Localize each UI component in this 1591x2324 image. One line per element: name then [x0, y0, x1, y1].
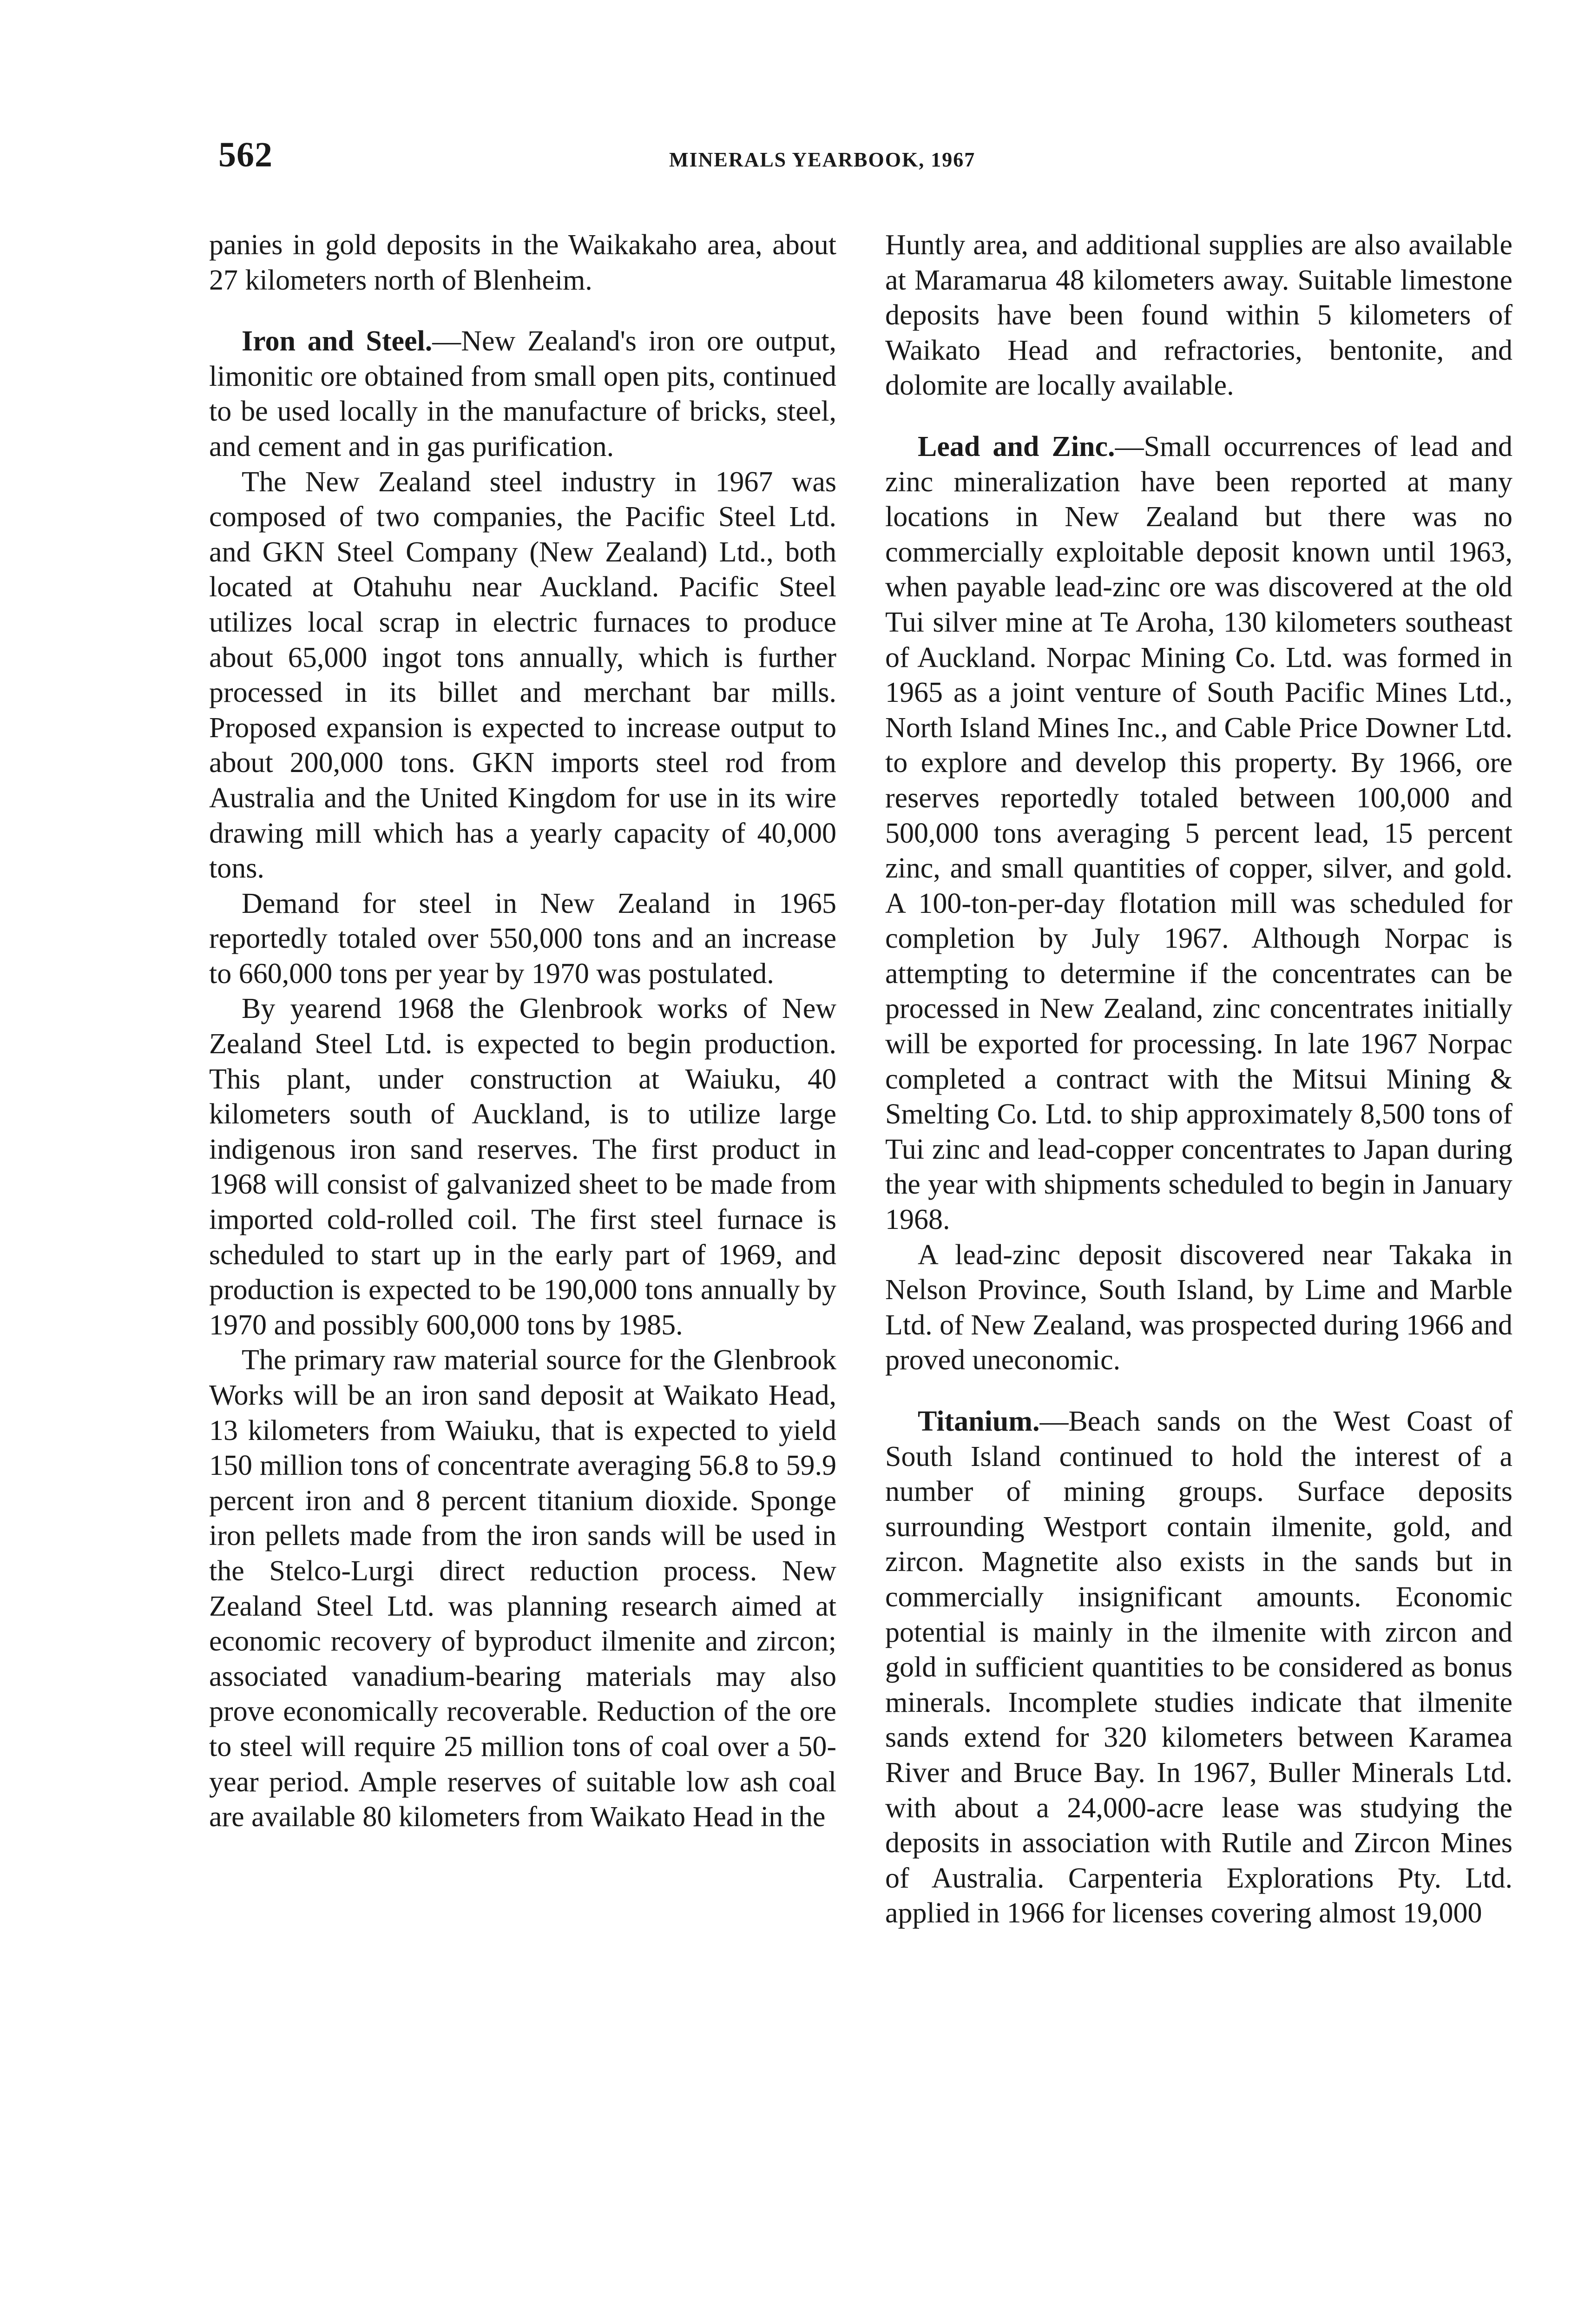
paragraph: Demand for steel in New Zealand in 1965 reportedly totaled over 550,000 tons and an increase to 660,000 tons per year by 1970 was postulated.: [209, 887, 836, 990]
paragraph-continued: Huntly area, and additional supplies are also available at Maramarua 48 kilometers away. Suitable limestone deposits have been found within 5 kilometers of Waikato Head and refractories, bentonite, and dolomite are locally available.: [885, 229, 1512, 402]
paragraph-lead-and-zinc: [885, 429, 1512, 1238]
left-column: [209, 228, 836, 1835]
paragraph-text: —New Zealand's iron ore output, limonitic ore obtained from small open pits, continued to be used locally in the manufacture of bricks, steel, and cement and in gas purification.: [209, 325, 836, 462]
paragraph-text: —Small occurrences of lead and zinc mineralization have been reported at many locations in New Zealand but there was no commercially exploitable deposit known until 1963, when payable lead-zinc ore was discovered at the old Tui silver mine at Te Aroha, 130 kilometers southeast of Auckland. Norpac Mining Co. Ltd. was formed in 1965 as a joint venture of South Pacific Mines Ltd., North Island Mines Inc., and Cable Price Downer Ltd. to explore and develop this property. By 1966, ore reserves reportedly totaled between 100,000 and 500,000 tons averaging 5 percent lead, 15 percent zinc, and small quantities of copper, silver, and gold. A 100-ton-per-day flotation mill was scheduled for completion by July 1967. Although Norpac is attempting to determine if the concentrates can be processed in New Zealand, zinc concentrates initially will be exported for processing. In late 1967 Norpac completed a contract with the Mitsui Mining & Smelting Co. Ltd. to ship approximately 8,500 tons of Tui zinc and lead-copper concentrates to Japan during the year with shipments scheduled to begin in January 1968.: [885, 430, 1512, 1236]
paragraph: The New Zealand steel industry in 1967 was composed of two companies, the Pacific Steel Ltd. and GKN Steel Company (New Zealand) Ltd., both located at Otahuhu near Auckland. Pacific Steel utilizes local scrap in electric furnaces to produce about 65,000 ingot tons annually, which is further processed in its billet and merchant bar mills. Proposed expansion is expected to increase output to about 200,000 tons. GKN imports steel rod from Australia and the United Kingdom for use in its wire drawing mill which has a yearly capacity of 40,000 tons.: [209, 466, 836, 885]
paragraph-titanium: [885, 1404, 1512, 1931]
paragraph: The primary raw material source for the Glenbrook Works will be an iron sand deposit at Waikato Head, 13 kilometers from Waiuku, that is expected to yield 150 million tons of concentrate averaging 56.8 to 59.9 percent iron and 8 percent titanium dioxide. Sponge iron pellets made from the iron sands will be used in the Stelco-Lurgi direct reduction process. New Zealand Steel Ltd. was planning research aimed at economic recovery of byproduct ilmenite and zircon; associated vanadium-bearing materials may also prove economically recoverable. Reduction of the ore to steel will require 25 million tons of coal over a 50-year period. Ample reserves of suitable low ash coal are available 80 kilometers from Waikato Head in the: [209, 1344, 836, 1833]
paragraph-iron-and-steel: [209, 324, 836, 464]
page-number: 562: [218, 135, 273, 174]
right-column: [885, 228, 1512, 1931]
paragraph-continued: panies in gold deposits in the Waikakaho area, about 27 kilometers north of Blenheim.: [209, 229, 836, 296]
paragraph: A lead-zinc deposit discovered near Takaka in Nelson Province, South Island, by Lime and Marble Ltd. of New Zealand, was prospected during 1966 and proved uneconomic.: [885, 1239, 1512, 1376]
paragraph: By yearend 1968 the Glenbrook works of New Zealand Steel Ltd. is expected to begin production. This plant, under construction at Waiuku, 40 kilometers south of Auckland, is to utilize large indigenous iron sand reserves. The first product in 1968 will consist of galvanized sheet to be made from imported cold-rolled coil. The first steel furnace is scheduled to start up in the early part of 1969, and production is expected to be 190,000 tons annually by 1970 and possibly 600,000 tons by 1985.: [209, 993, 836, 1341]
section-heading-titanium: Titanium.: [918, 1406, 1040, 1437]
running-title: MINERALS YEARBOOK, 1967: [669, 148, 976, 171]
section-heading-iron-and-steel: Iron and Steel.: [242, 325, 433, 357]
section-heading-lead-and-zinc: Lead and Zinc.: [918, 430, 1115, 462]
paragraph-text: —Beach sands on the West Coast of South Island continued to hold the interest of a number of mining groups. Surface deposits surrounding Westport contain ilmenite, gold, and zircon. Magnetite also exists in the sands but in commercially insignificant amounts. Economic potential is mainly in the ilmenite with zircon and gold in sufficient quantities to be considered as bonus minerals. Incomplete studies indicate that ilmenite sands extend for 320 kilometers between Karamea River and Bruce Bay. In 1967, Buller Minerals Ltd. with about a 24,000-acre lease was studying the deposits in association with Rutile and Zircon Mines of Australia. Carpenteria Explorations Pty. Ltd. applied in 1966 for licenses covering almost 19,000: [885, 1406, 1512, 1929]
